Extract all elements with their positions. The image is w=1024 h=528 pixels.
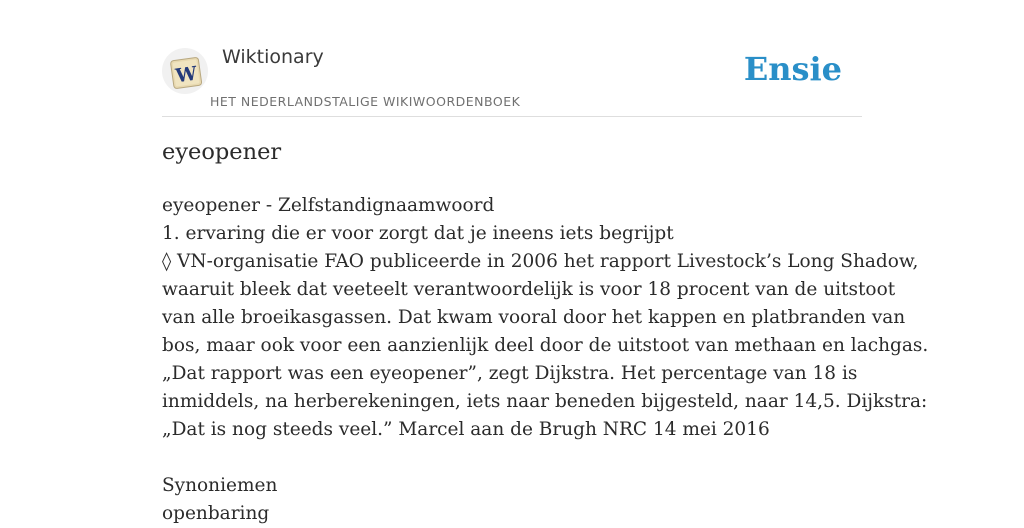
example-line: bos, maar ook voor een aanzienlijk deel door de uitstoot van methaan en lachgas. [162, 335, 929, 356]
synonym-item[interactable]: openbaring [162, 503, 270, 524]
spacer [162, 444, 882, 472]
definition-item: 1. ervaring die er voor zorgt dat je ineens iets begrijpt [162, 223, 674, 244]
example-line: „Dat rapport was een eyeopener”, zegt Dijkstra. Het percentage van 18 is [162, 363, 858, 384]
example-line: van alle broeikasgassen. Dat kwam vooral door het kappen en platbranden van [162, 307, 906, 328]
example-line: waaruit bleek dat veeteelt verantwoordelijk is voor 18 procent van de uitstoot [162, 279, 896, 300]
ensie-brand-logo[interactable]: Ensie [743, 50, 842, 88]
synonyms-heading: Synoniemen [162, 475, 278, 496]
site-tagline: HET NEDERLANDSTALIGE WIKIWOORDENBOEK [210, 94, 521, 109]
entry-content [162, 192, 929, 528]
example-line: ◊ VN-organisatie FAO publiceerde in 2006 het rapport Livestock’s Long Shadow, [162, 251, 919, 272]
wiktionary-logo-icon[interactable] [162, 48, 208, 94]
logo-letter: W [174, 62, 199, 88]
site-header [162, 40, 862, 117]
definition-heading: eyeopener - Zelfstandignaamwoord [162, 195, 495, 216]
example-line: inmiddels, na herberekeningen, iets naar beneden bijgesteld, naar 14,5. Dijkstra: [162, 391, 928, 412]
site-name[interactable]: Wiktionary [222, 46, 324, 68]
page-title: eyeopener [162, 139, 282, 165]
example-line: „Dat is nog steeds veel.” Marcel aan de Brugh NRC 14 mei 2016 [162, 419, 770, 440]
